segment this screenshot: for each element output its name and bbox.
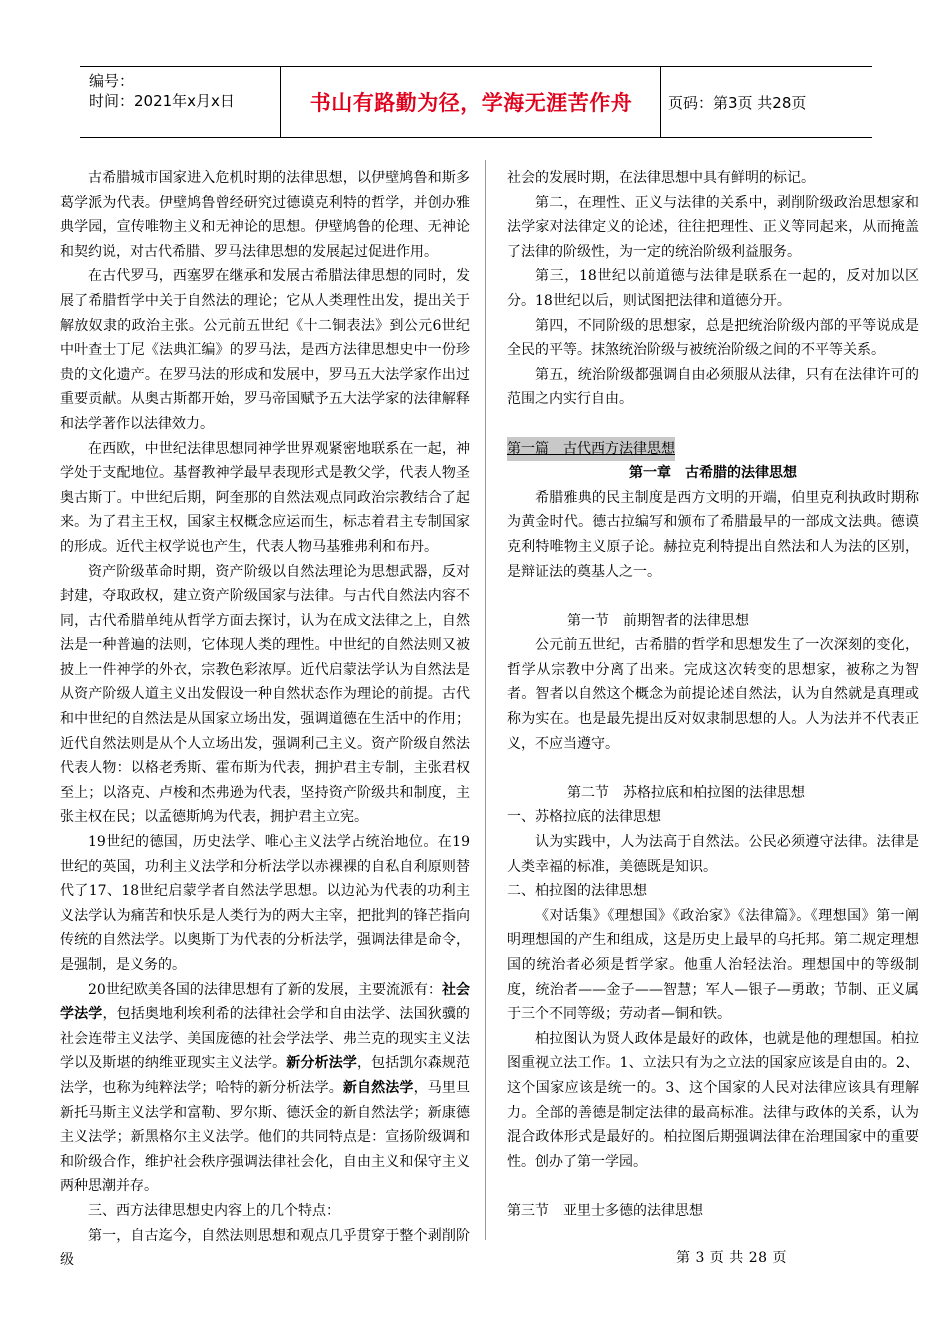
column-divider — [485, 160, 486, 1240]
section-heading: 第三节 亚里士多德的法律思想 — [507, 1202, 703, 1219]
text-run: 20世纪欧美各国的法律思想有了新的发展，主要流派有： — [88, 981, 442, 998]
header-motto: 书山有路勤为径，学海无涯苦作舟 — [309, 91, 633, 115]
bold-term: 社会学法学 — [60, 981, 470, 1023]
paragraph: 第二，在理性、正义与法律的关系中，剥削阶级政治思想家和法学家对法律定义的论述，往往把理性、正义等同起来，从而掩盖了法律的阶级性，为一定的统治阶级利益服务。 — [507, 194, 919, 260]
paragraph: 希腊雅典的民主制度是西方文明的开端，伯里克利执政时期称为黄金时代。德古拉编写和颁布了希腊最早的一部成文法典。德谟克利特唯物主义原子论。赫拉克利特提出自然法和人为法的区别，是辩证法的奠基人之一。 — [507, 489, 919, 580]
paragraph: 认为实践中，人为法高于自然法。公民必须遵守法律。法律是人类幸福的标准，美德既是知识。 — [507, 834, 919, 875]
text-run: ，包括奥地利埃利希的法律社会学和自由法学、法国狄骥的社会连带主义法学、美国庞德的社会学法学、弗兰克的现实主义法学以及斯堪的纳维亚现实主义法学。 — [60, 1006, 471, 1072]
doc-code-label: 编号： — [89, 72, 135, 90]
page-header — [80, 66, 872, 138]
page-footer: 第 3 页 共 28 页 — [676, 1250, 787, 1266]
paragraph: 第四，不同阶级的思想家，总是把统治阶级内部的平等说成是全民的平等。抹煞统治阶级与被统治阶级之间的不平等关系。 — [507, 317, 919, 359]
paragraph: 在西欧，中世纪法律思想同神学世界观紧密地联系在一起，神学处于支配地位。基督教神学最早表现形式是教父学，代表人物圣奥古斯丁。中世纪后期，阿奎那的自然法观点同政治宗教结合了起来。为了君主王权，国家主权概念应运而生，标志着君主专制国家的形成。近代主权学说也产生，代表人物马基雅弗利和布丹。 — [60, 440, 470, 555]
doc-time-label: 时间：2021年x月x日 — [89, 92, 235, 110]
paragraph: 公元前五世纪，古希腊的哲学和思想发生了一次深刻的变化，哲学从宗教中分离了出来。完成这次转变的思想家，被称之为智者。智者以自然这个概念为前提论述自然法，认为自然就是真理或称为实在。也是最先提出反对奴隶制思想的人。人为法并不代表正义，不应当遵守。 — [507, 637, 919, 752]
paragraph: 在古代罗马，西塞罗在继承和发展古希腊法律思想的同时，发展了希腊哲学中关于自然法的理论；它从人类理性出发，提出关于解放奴隶的政治主张。公元前五世纪《十二铜表法》到公元6世纪中叶查士丁尼《法典汇编》的罗马法，是西方法律思想史中一份珍贵的文化遗产。在罗马法的形成和发展中，罗马五大法学家作出过重要贡献。从奥古斯都开始，罗马帝国赋予五大法学家的法律解释和法学著作以法律效力。 — [60, 268, 470, 432]
header-meta — [89, 71, 279, 111]
subsection-heading: 二、柏拉图的法律思想 — [507, 883, 647, 900]
paragraph: 第三，18世纪以前道德与法律是联系在一起的，反对加以区分。18世纪以后，则试图把法律和道德分开。 — [507, 268, 919, 309]
paragraph: 《对话集》《理想国》《政治家》《法律篇》。《理想国》第一阐明理想国的产生和组成，这是历史上最早的乌托邦。第二规定理想国的统治者必须是哲学家。他重人治轻法治。理想国中的等级制度，统治者——金子——智慧；军人—银子—勇敢；节制、正义属于三个不同等级；劳动者—铜和铁。 — [507, 907, 919, 1023]
spacer — [507, 584, 919, 609]
paragraph: 古希腊城市国家进入危机时期的法律思想，以伊壁鸠鲁和斯多葛学派为代表。伊壁鸠鲁曾经研究过德谟克利特的哲学，并创办雅典学园，宣传唯物主义和无神论的思想。伊壁鸠鲁的伦理、无神论和契约说，对古代希腊、罗马法律思想的发展起过促进作用。 — [60, 170, 470, 260]
header-divider — [660, 67, 661, 137]
part-title: 第一篇 古代西方法律思想 — [507, 437, 675, 462]
paragraph: 柏拉图认为贤人政体是最好的政体，也就是他的理想国。柏拉图重视立法工作。1、立法只有为之立法的国家应该是自由的。2、这个国家应该是统一的。3、这个国家的人民对法律应该具有理解力。全部的善德是制定法律的最高标准。法律与政体的关系，认为混合政体形式是最好的。柏拉图后期强调法律在治理国家中的重要性。创办了第一学园。 — [507, 1030, 919, 1170]
paragraph: 19世纪的德国，历史法学、唯心主义法学占统治地位。在19世纪的英国，功利主义法学和分析法学以赤裸裸的自私自利原则替代了17、18世纪启蒙学者自然法学思想。以边沁为代表的功利主义法学认为痛苦和快乐是人类行为的两大主宰，把批判的锋芒指向传统的自然法学。以奥斯丁为代表的分析法学，强调法律是命令，是强制，是义务的。 — [60, 834, 470, 973]
spacer — [507, 1174, 919, 1199]
spacer — [507, 412, 919, 437]
subsection-heading: 一、苏格拉底的法律思想 — [507, 809, 661, 826]
paragraph: 社会的发展时期，在法律思想中具有鲜明的标记。 — [507, 170, 815, 186]
text-run: ，马里旦新托马斯主义法学和富勒、罗尔斯、德沃金的新自然法学；新康德主义法学；新黑格尔主义法学。他们的共同特点是：宣扬阶级调和和阶级合作，维护社会秩序强调法律社会化，自由主义和保守主义两种思潮并存。 — [60, 1079, 471, 1195]
bold-term: 新分析法学 — [286, 1055, 358, 1072]
text-run: ，包括凯尔森规范法学，也称为纯粹法学；哈特的新分析法学。 — [60, 1055, 471, 1096]
bold-term: 新自然法学 — [342, 1079, 414, 1096]
spacer — [507, 756, 919, 781]
chapter-heading: 第一章 古希腊的法律思想 — [629, 465, 797, 482]
section-heading: 第一节 前期智者的法律思想 — [567, 612, 749, 629]
section-heading: 第二节 苏格拉底和柏拉图的法律思想 — [567, 784, 805, 801]
paragraph: 资产阶级革命时期，资产阶级以自然法理论为思想武器，反对封建，夺取政权，建立资产阶级国家与法律。与古代自然法内容不同，古代希腊单纯从哲学方面去探讨，认为在成文法律之上，自然法是一种普遍的法则，它体现人类的理性。中世纪的自然法则又被披上一件神学的外衣，宗教色彩浓厚。近代启蒙法学认为自然法是从资产阶级人道主义出发假设一种自然状态作为理论的前提。古代和中世纪的自然法是从国家立场出发，强调道德在生活中的作用；近代自然法则是从个人立场出发，强调利己主义。资产阶级自然法代表人物：以格老秀斯、霍布斯为代表，拥护君主专制，主张君权至上；以洛克、卢梭和杰弗逊为代表，坚持资产阶级共和制度，主张主权在民；以孟德斯鸠为代表，拥护君主立宪。 — [60, 563, 470, 826]
right-column — [507, 166, 919, 1224]
paragraph-schools — [60, 978, 470, 1199]
paragraph: 三、西方法律思想史内容上的几个特点： — [88, 1202, 340, 1219]
header-divider — [280, 67, 281, 137]
paragraph: 第一，自古迄今，自然法则思想和观点几乎贯穿于整个剥削阶级 — [60, 1227, 470, 1269]
left-column — [60, 166, 470, 1273]
paragraph: 第五，统治阶级都强调自由必须服从法律，只有在法律许可的范围之内实行自由。 — [507, 366, 919, 408]
header-page-info: 页码：第3页 共28页 — [668, 93, 807, 112]
part-heading — [507, 437, 919, 462]
